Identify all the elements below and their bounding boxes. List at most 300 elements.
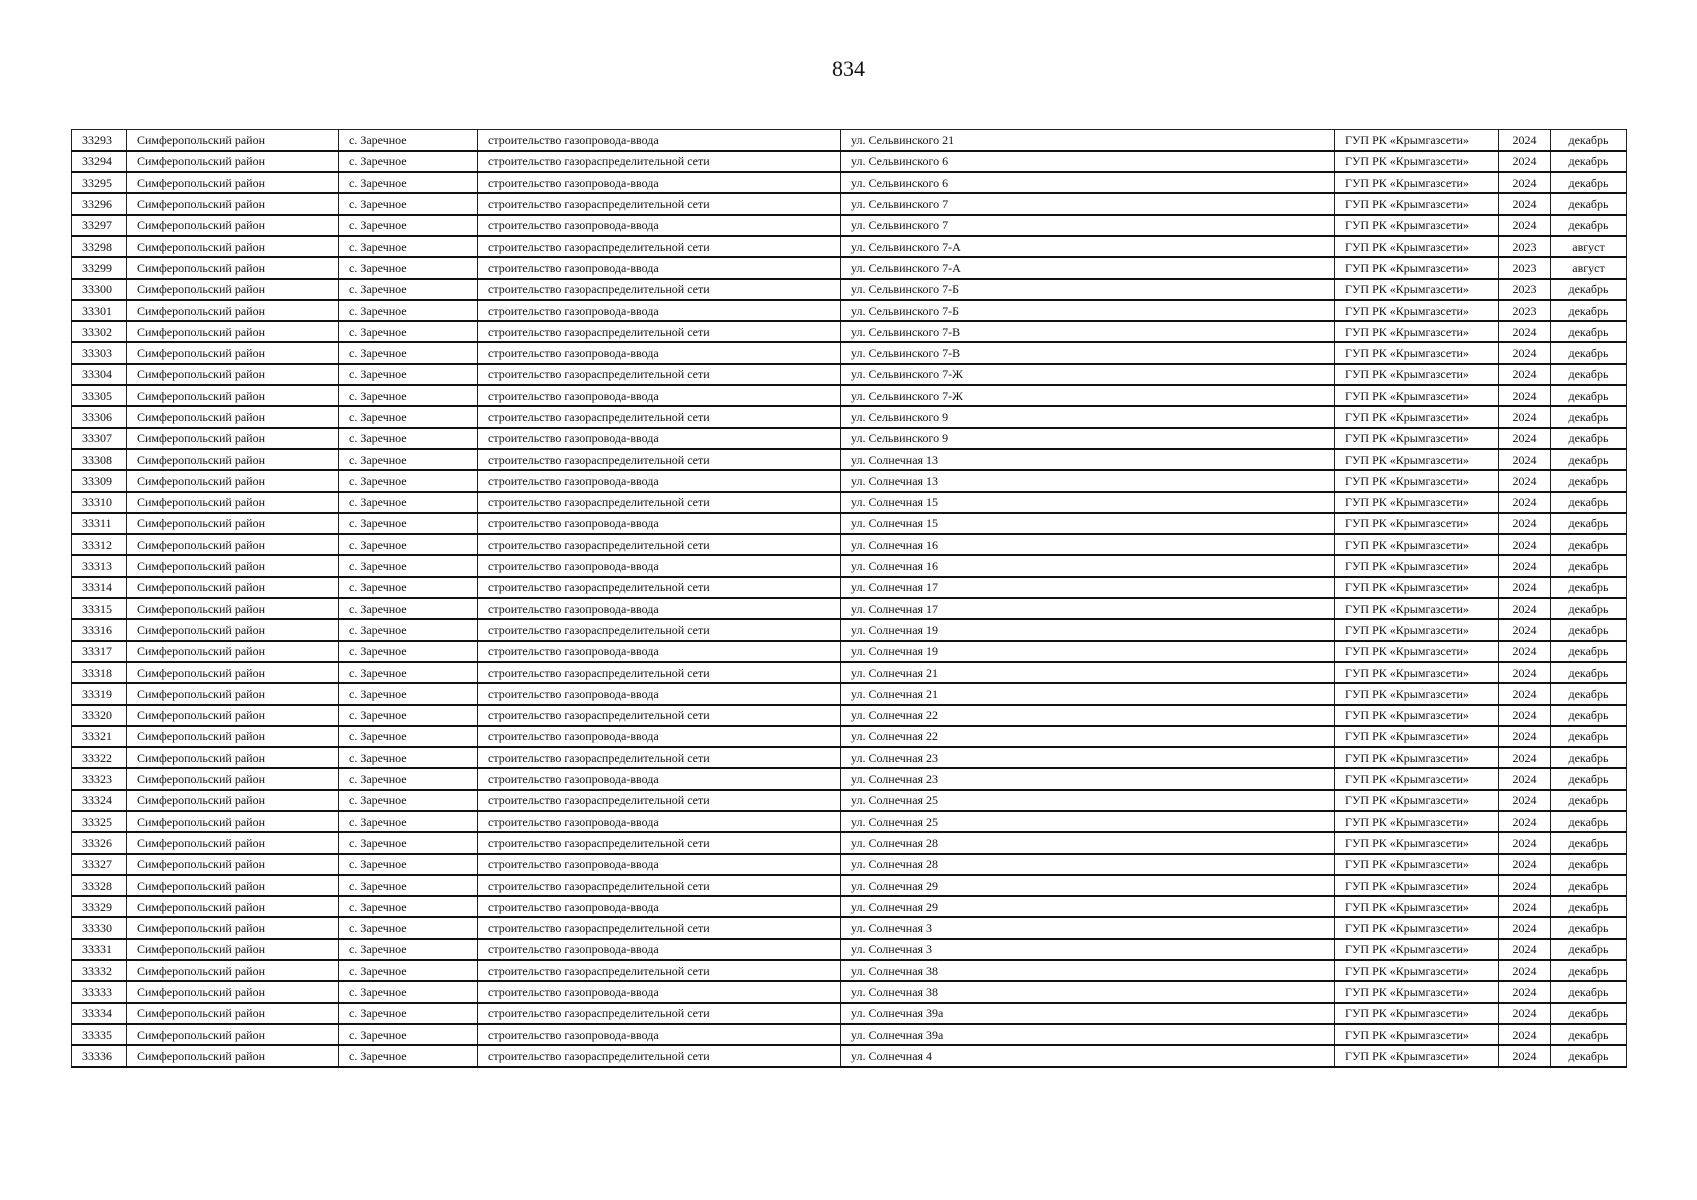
cell-address: ул. Солнечная 23 [841,768,1335,789]
cell-work-type: строительство газораспределительной сети [478,790,841,811]
cell-village: с. Заречное [339,492,478,513]
cell-work-type: строительство газораспределительной сети [478,875,841,896]
cell-organization: ГУП РК «Крымгазсети» [1335,598,1499,619]
table-row [72,151,1627,172]
cell-work-type: строительство газопровода-ввода [478,257,841,278]
cell-month: декабрь [1551,555,1627,576]
cell-month: август [1551,236,1627,257]
cell-number: 33310 [72,492,127,513]
cell-year: 2024 [1499,960,1551,981]
table-row [72,768,1627,789]
cell-district: Симферопольский район [127,683,339,704]
cell-month: декабрь [1551,364,1627,385]
cell-district: Симферопольский район [127,896,339,917]
cell-district: Симферопольский район [127,875,339,896]
cell-month: декабрь [1551,449,1627,470]
cell-organization: ГУП РК «Крымгазсети» [1335,492,1499,513]
cell-address: ул. Сельвинского 7-В [841,321,1335,342]
table-row [72,619,1627,640]
cell-district: Симферопольский район [127,236,339,257]
cell-month: декабрь [1551,470,1627,491]
cell-district: Симферопольский район [127,172,339,193]
cell-month: декабрь [1551,342,1627,363]
cell-village: с. Заречное [339,406,478,427]
cell-number: 33328 [72,875,127,896]
cell-number: 33327 [72,854,127,875]
cell-district: Симферопольский район [127,662,339,683]
cell-district: Симферопольский район [127,257,339,278]
cell-organization: ГУП РК «Крымгазсети» [1335,470,1499,491]
cell-number: 33317 [72,641,127,662]
cell-year: 2024 [1499,896,1551,917]
cell-number: 33298 [72,236,127,257]
cell-year: 2024 [1499,364,1551,385]
cell-month: декабрь [1551,321,1627,342]
cell-work-type: строительство газораспределительной сети [478,236,841,257]
cell-work-type: строительство газопровода-ввода [478,726,841,747]
cell-year: 2024 [1499,619,1551,640]
cell-month: декабрь [1551,896,1627,917]
cell-year: 2024 [1499,321,1551,342]
cell-number: 33296 [72,193,127,214]
cell-year: 2024 [1499,1045,1551,1066]
table-row [72,555,1627,576]
cell-district: Симферопольский район [127,747,339,768]
cell-work-type: строительство газораспределительной сети [478,406,841,427]
cell-work-type: строительство газораспределительной сети [478,449,841,470]
cell-month: август [1551,257,1627,278]
cell-village: с. Заречное [339,555,478,576]
cell-organization: ГУП РК «Крымгазсети» [1335,960,1499,981]
cell-address: ул. Солнечная 15 [841,513,1335,534]
cell-month: декабрь [1551,854,1627,875]
cell-number: 33308 [72,449,127,470]
cell-organization: ГУП РК «Крымгазсети» [1335,981,1499,1002]
registry-table [71,129,1627,1068]
cell-month: декабрь [1551,875,1627,896]
cell-number: 33325 [72,811,127,832]
cell-village: с. Заречное [339,790,478,811]
cell-organization: ГУП РК «Крымгазсети» [1335,811,1499,832]
cell-organization: ГУП РК «Крымгазсети» [1335,236,1499,257]
cell-number: 33329 [72,896,127,917]
table-row [72,981,1627,1002]
cell-district: Симферопольский район [127,641,339,662]
cell-year: 2024 [1499,641,1551,662]
table-row [72,470,1627,491]
cell-address: ул. Солнечная 15 [841,492,1335,513]
cell-district: Симферопольский район [127,215,339,236]
page-number: 834 [832,56,865,81]
cell-work-type: строительство газораспределительной сети [478,577,841,598]
cell-month: декабрь [1551,790,1627,811]
cell-month: декабрь [1551,683,1627,704]
cell-address: ул. Солнечная 38 [841,981,1335,1002]
table-row [72,662,1627,683]
cell-month: декабрь [1551,939,1627,960]
registry-body [72,130,1627,1067]
cell-district: Симферопольский район [127,598,339,619]
table-row [72,854,1627,875]
cell-year: 2024 [1499,598,1551,619]
cell-number: 33315 [72,598,127,619]
cell-number: 33302 [72,321,127,342]
cell-address: ул. Солнечная 13 [841,449,1335,470]
cell-year: 2024 [1499,534,1551,555]
cell-month: декабрь [1551,726,1627,747]
cell-organization: ГУП РК «Крымгазсети» [1335,577,1499,598]
cell-district: Симферопольский район [127,790,339,811]
cell-address: ул. Солнечная 29 [841,875,1335,896]
cell-village: с. Заречное [339,172,478,193]
cell-village: с. Заречное [339,662,478,683]
table-row [72,811,1627,832]
cell-work-type: строительство газопровода-ввода [478,768,841,789]
cell-village: с. Заречное [339,193,478,214]
cell-village: с. Заречное [339,300,478,321]
cell-village: с. Заречное [339,747,478,768]
cell-month: декабрь [1551,662,1627,683]
cell-village: с. Заречное [339,236,478,257]
cell-district: Симферопольский район [127,705,339,726]
table-row [72,1003,1627,1024]
cell-village: с. Заречное [339,854,478,875]
cell-year: 2024 [1499,917,1551,938]
cell-work-type: строительство газораспределительной сети [478,705,841,726]
table-row [72,939,1627,960]
cell-organization: ГУП РК «Крымгазсети» [1335,513,1499,534]
cell-year: 2024 [1499,768,1551,789]
cell-month: декабрь [1551,172,1627,193]
cell-number: 33305 [72,385,127,406]
cell-organization: ГУП РК «Крымгазсети» [1335,364,1499,385]
cell-year: 2024 [1499,470,1551,491]
cell-year: 2024 [1499,172,1551,193]
cell-address: ул. Сельвинского 21 [841,130,1335,151]
cell-number: 33330 [72,917,127,938]
cell-month: декабрь [1551,577,1627,598]
cell-year: 2024 [1499,1003,1551,1024]
cell-organization: ГУП РК «Крымгазсети» [1335,534,1499,555]
cell-number: 33336 [72,1045,127,1066]
table-row [72,385,1627,406]
table-row [72,1024,1627,1045]
cell-work-type: строительство газопровода-ввода [478,470,841,491]
cell-year: 2024 [1499,130,1551,151]
cell-year: 2024 [1499,449,1551,470]
table-row [72,1045,1627,1066]
cell-month: декабрь [1551,917,1627,938]
cell-work-type: строительство газопровода-ввода [478,428,841,449]
cell-number: 33331 [72,939,127,960]
cell-district: Симферопольский район [127,1003,339,1024]
cell-address: ул. Солнечная 23 [841,747,1335,768]
cell-district: Симферопольский район [127,513,339,534]
cell-district: Симферопольский район [127,428,339,449]
cell-organization: ГУП РК «Крымгазсети» [1335,428,1499,449]
cell-month: декабрь [1551,1003,1627,1024]
cell-village: с. Заречное [339,598,478,619]
cell-year: 2024 [1499,151,1551,172]
cell-district: Симферопольский район [127,981,339,1002]
cell-year: 2024 [1499,875,1551,896]
cell-address: ул. Солнечная 25 [841,811,1335,832]
cell-village: с. Заречное [339,215,478,236]
cell-address: ул. Сельвинского 7-Ж [841,385,1335,406]
cell-work-type: строительство газораспределительной сети [478,960,841,981]
cell-district: Симферопольский район [127,364,339,385]
cell-village: с. Заречное [339,811,478,832]
cell-district: Симферопольский район [127,342,339,363]
cell-village: с. Заречное [339,279,478,300]
cell-district: Симферопольский район [127,492,339,513]
cell-village: с. Заречное [339,896,478,917]
cell-district: Симферопольский район [127,534,339,555]
cell-year: 2024 [1499,555,1551,576]
cell-number: 33300 [72,279,127,300]
cell-work-type: строительство газопровода-ввода [478,939,841,960]
table-row [72,279,1627,300]
cell-address: ул. Солнечная 39а [841,1003,1335,1024]
cell-organization: ГУП РК «Крымгазсети» [1335,641,1499,662]
cell-year: 2024 [1499,939,1551,960]
cell-year: 2024 [1499,683,1551,704]
cell-village: с. Заречное [339,1045,478,1066]
cell-village: с. Заречное [339,619,478,640]
table-row [72,705,1627,726]
cell-address: ул. Солнечная 4 [841,1045,1335,1066]
cell-organization: ГУП РК «Крымгазсети» [1335,768,1499,789]
cell-district: Симферопольский район [127,854,339,875]
cell-work-type: строительство газопровода-ввода [478,130,841,151]
cell-work-type: строительство газораспределительной сети [478,193,841,214]
cell-number: 33326 [72,832,127,853]
cell-work-type: строительство газопровода-ввода [478,641,841,662]
cell-organization: ГУП РК «Крымгазсети» [1335,300,1499,321]
cell-number: 33313 [72,555,127,576]
cell-address: ул. Солнечная 28 [841,854,1335,875]
cell-work-type: строительство газораспределительной сети [478,662,841,683]
cell-year: 2024 [1499,1024,1551,1045]
cell-village: с. Заречное [339,683,478,704]
cell-address: ул. Солнечная 19 [841,641,1335,662]
cell-year: 2024 [1499,342,1551,363]
table-row [72,321,1627,342]
cell-number: 33301 [72,300,127,321]
cell-year: 2023 [1499,279,1551,300]
table-row [72,790,1627,811]
cell-village: с. Заречное [339,768,478,789]
cell-work-type: строительство газопровода-ввода [478,683,841,704]
table-row [72,300,1627,321]
cell-organization: ГУП РК «Крымгазсети» [1335,875,1499,896]
cell-organization: ГУП РК «Крымгазсети» [1335,832,1499,853]
cell-month: декабрь [1551,193,1627,214]
cell-year: 2024 [1499,492,1551,513]
cell-address: ул. Солнечная 25 [841,790,1335,811]
cell-address: ул. Солнечная 3 [841,939,1335,960]
cell-village: с. Заречное [339,960,478,981]
cell-number: 33304 [72,364,127,385]
cell-district: Симферопольский район [127,619,339,640]
cell-work-type: строительство газораспределительной сети [478,747,841,768]
cell-village: с. Заречное [339,641,478,662]
cell-organization: ГУП РК «Крымгазсети» [1335,1024,1499,1045]
cell-work-type: строительство газопровода-ввода [478,342,841,363]
cell-district: Симферопольский район [127,321,339,342]
cell-work-type: строительство газопровода-ввода [478,896,841,917]
cell-work-type: строительство газопровода-ввода [478,811,841,832]
cell-district: Симферопольский район [127,1045,339,1066]
cell-address: ул. Солнечная 21 [841,683,1335,704]
cell-year: 2023 [1499,236,1551,257]
table-row [72,492,1627,513]
cell-address: ул. Солнечная 19 [841,619,1335,640]
cell-number: 33307 [72,428,127,449]
cell-month: декабрь [1551,151,1627,172]
cell-number: 33297 [72,215,127,236]
cell-district: Симферопольский район [127,939,339,960]
cell-village: с. Заречное [339,726,478,747]
table-row [72,257,1627,278]
cell-address: ул. Солнечная 17 [841,577,1335,598]
cell-year: 2024 [1499,747,1551,768]
table-row [72,130,1627,151]
table-row [72,172,1627,193]
cell-number: 33332 [72,960,127,981]
cell-year: 2024 [1499,577,1551,598]
cell-district: Симферопольский район [127,832,339,853]
cell-organization: ГУП РК «Крымгазсети» [1335,449,1499,470]
cell-number: 33312 [72,534,127,555]
cell-month: декабрь [1551,300,1627,321]
table-row [72,215,1627,236]
table-row [72,364,1627,385]
table-row [72,449,1627,470]
cell-village: с. Заречное [339,1003,478,1024]
cell-address: ул. Сельвинского 9 [841,428,1335,449]
table-row [72,598,1627,619]
cell-work-type: строительство газораспределительной сети [478,534,841,555]
cell-district: Симферопольский район [127,385,339,406]
cell-district: Симферопольский район [127,768,339,789]
cell-month: декабрь [1551,279,1627,300]
cell-year: 2024 [1499,385,1551,406]
cell-year: 2024 [1499,811,1551,832]
cell-month: декабрь [1551,534,1627,555]
table-row [72,193,1627,214]
cell-organization: ГУП РК «Крымгазсети» [1335,193,1499,214]
cell-work-type: строительство газораспределительной сети [478,321,841,342]
cell-village: с. Заречное [339,875,478,896]
cell-month: декабрь [1551,768,1627,789]
cell-address: ул. Сельвинского 6 [841,172,1335,193]
cell-address: ул. Сельвинского 7-А [841,236,1335,257]
cell-organization: ГУП РК «Крымгазсети» [1335,321,1499,342]
cell-month: декабрь [1551,406,1627,427]
cell-work-type: строительство газопровода-ввода [478,172,841,193]
cell-district: Симферопольский район [127,811,339,832]
table-row [72,342,1627,363]
cell-month: декабрь [1551,215,1627,236]
cell-year: 2024 [1499,513,1551,534]
cell-year: 2024 [1499,981,1551,1002]
table-row [72,960,1627,981]
cell-organization: ГУП РК «Крымгазсети» [1335,683,1499,704]
cell-organization: ГУП РК «Крымгазсети» [1335,130,1499,151]
cell-village: с. Заречное [339,1024,478,1045]
cell-village: с. Заречное [339,705,478,726]
table-row [72,641,1627,662]
cell-address: ул. Солнечная 16 [841,555,1335,576]
cell-number: 33320 [72,705,127,726]
cell-work-type: строительство газопровода-ввода [478,513,841,534]
cell-organization: ГУП РК «Крымгазсети» [1335,939,1499,960]
cell-month: декабрь [1551,981,1627,1002]
cell-organization: ГУП РК «Крымгазсети» [1335,215,1499,236]
cell-organization: ГУП РК «Крымгазсети» [1335,619,1499,640]
cell-district: Симферопольский район [127,406,339,427]
cell-district: Симферопольский район [127,917,339,938]
cell-organization: ГУП РК «Крымгазсети» [1335,896,1499,917]
cell-number: 33311 [72,513,127,534]
table-row [72,917,1627,938]
cell-district: Симферопольский район [127,300,339,321]
table-row [72,747,1627,768]
cell-organization: ГУП РК «Крымгазсети» [1335,747,1499,768]
cell-work-type: строительство газопровода-ввода [478,1024,841,1045]
cell-month: декабрь [1551,641,1627,662]
cell-address: ул. Солнечная 16 [841,534,1335,555]
cell-month: декабрь [1551,1045,1627,1066]
cell-work-type: строительство газораспределительной сети [478,619,841,640]
cell-month: декабрь [1551,619,1627,640]
cell-organization: ГУП РК «Крымгазсети» [1335,1045,1499,1066]
cell-organization: ГУП РК «Крымгазсети» [1335,1003,1499,1024]
cell-month: декабрь [1551,492,1627,513]
cell-work-type: строительство газопровода-ввода [478,854,841,875]
cell-village: с. Заречное [339,939,478,960]
cell-year: 2024 [1499,215,1551,236]
cell-district: Симферопольский район [127,577,339,598]
table-row [72,406,1627,427]
cell-month: декабрь [1551,385,1627,406]
cell-number: 33333 [72,981,127,1002]
cell-number: 33294 [72,151,127,172]
cell-number: 33335 [72,1024,127,1045]
table-row [72,875,1627,896]
cell-address: ул. Сельвинского 7-В [841,342,1335,363]
cell-district: Симферопольский район [127,726,339,747]
cell-number: 33309 [72,470,127,491]
cell-number: 33306 [72,406,127,427]
cell-work-type: строительство газораспределительной сети [478,832,841,853]
cell-year: 2024 [1499,790,1551,811]
cell-organization: ГУП РК «Крымгазсети» [1335,342,1499,363]
cell-year: 2024 [1499,854,1551,875]
cell-year: 2024 [1499,832,1551,853]
table-row [72,726,1627,747]
cell-district: Симферопольский район [127,130,339,151]
cell-address: ул. Солнечная 22 [841,705,1335,726]
cell-village: с. Заречное [339,534,478,555]
cell-organization: ГУП РК «Крымгазсети» [1335,172,1499,193]
cell-village: с. Заречное [339,981,478,1002]
cell-address: ул. Сельвинского 9 [841,406,1335,427]
cell-number: 33293 [72,130,127,151]
cell-village: с. Заречное [339,257,478,278]
cell-village: с. Заречное [339,342,478,363]
